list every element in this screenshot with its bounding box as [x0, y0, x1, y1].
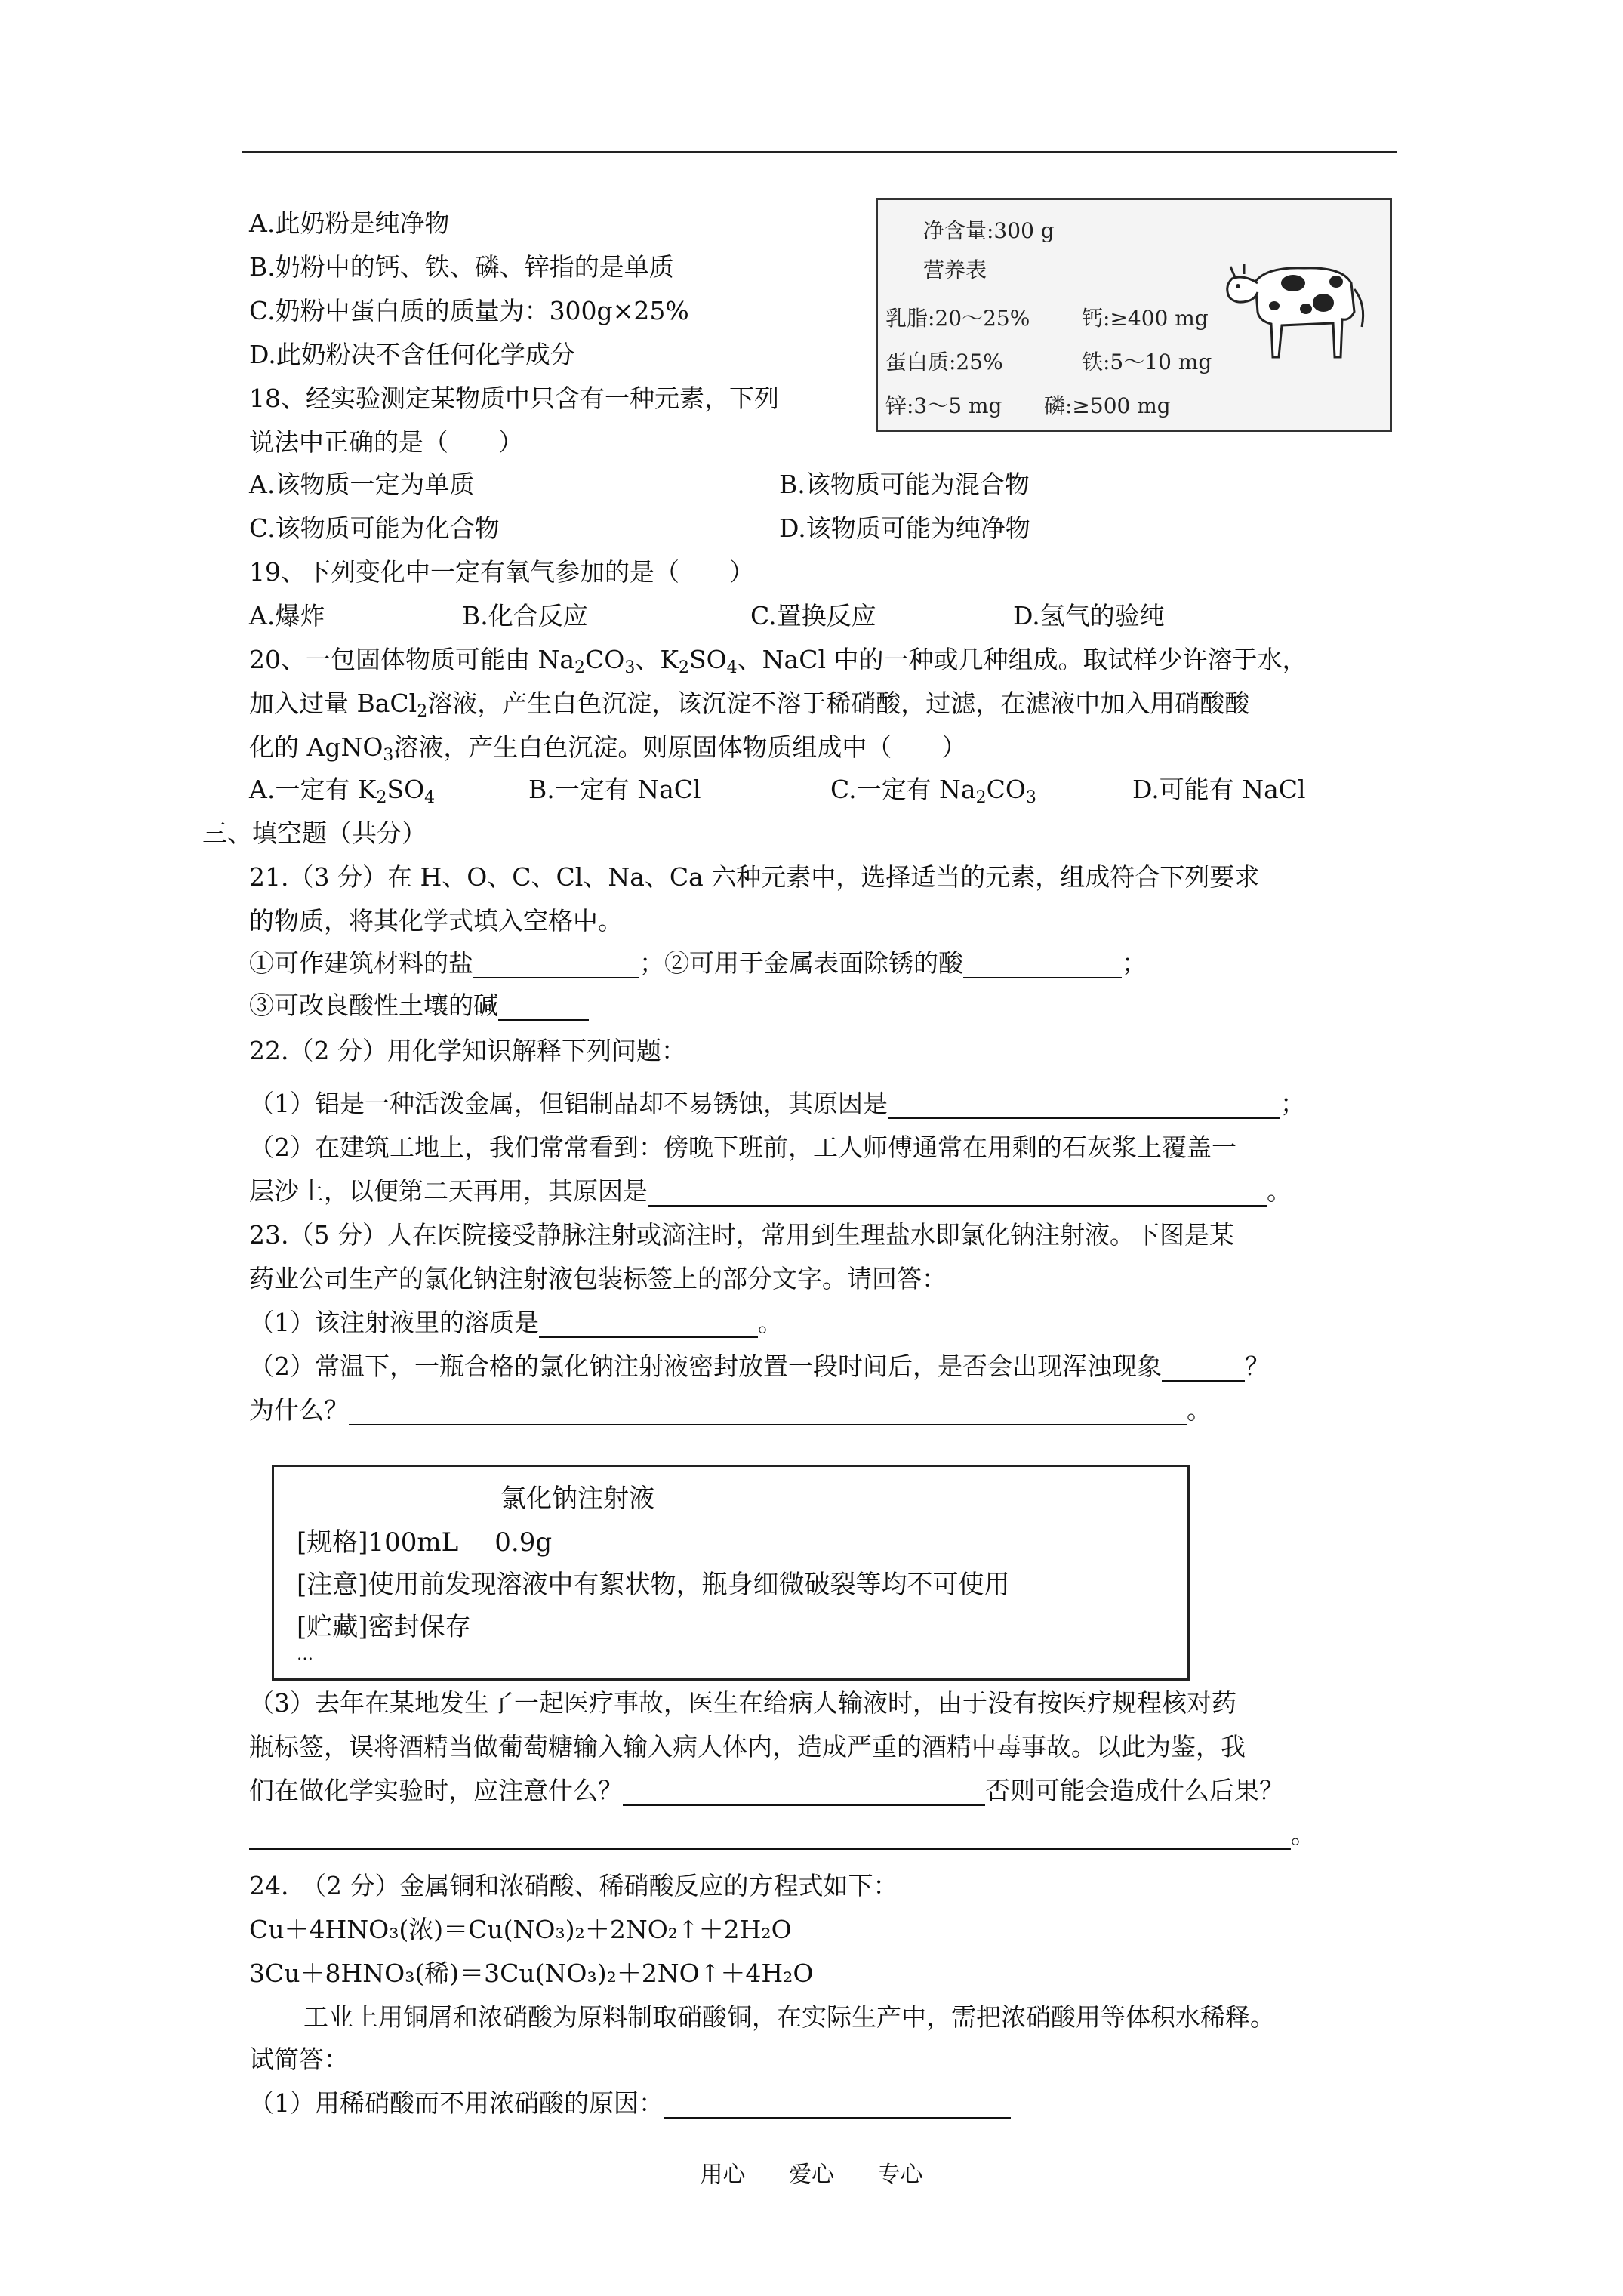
q20-option-a: A.一定有 $K_2SO_4$ [249, 775, 436, 807]
q23-blank-1[interactable] [539, 1312, 758, 1338]
q24-equation-1: Cu＋4HNO₃(浓)＝Cu(NO₃)₂＋2NO₂↑＋2H₂O [249, 1915, 792, 1944]
q22-part1: （1）铝是一种活泼金属，但铝制品却不易锈蚀，其原因是 ； [249, 1089, 1305, 1118]
q17-option-b: B.奶粉中的钙、铁、磷、锌指的是单质 [249, 252, 674, 282]
q24-stem: 24. （2 分）金属铜和浓硝酸、稀硝酸反应的方程式如下： [249, 1871, 898, 1900]
milk-powder-label [876, 198, 1392, 432]
header-rule [242, 151, 1397, 153]
q19-option-c: C.置换反应 [750, 601, 876, 630]
section-3-heading: 三、填空题（共分） [202, 818, 427, 848]
q19-option-b: B.化合反应 [462, 601, 588, 630]
q21-blank-base[interactable] [498, 995, 589, 1021]
q22-blank-2[interactable] [648, 1181, 1267, 1207]
q20-line2: 加入过量 BaCl$_2$溶液，产生白色沉淀，该沉淀不溶于稀硝酸，过滤，在滤液中加入用硝酸酸 [249, 689, 1250, 721]
milk-zinc: 锌:3～5 mg [885, 393, 1002, 418]
q23-blank-5[interactable] [249, 1824, 1291, 1850]
milk-net-content: 净含量:300 g [923, 218, 1055, 243]
q19-stem: 19、下列变化中一定有氧气参加的是（ ） [249, 557, 754, 587]
q18-option-d: D.该物质可能为纯净物 [779, 513, 1030, 543]
q20-option-c: C.一定有 $Na_2CO_3$ [830, 775, 1036, 807]
q21-blank-acid[interactable] [963, 953, 1122, 978]
q23-blank-2[interactable] [1162, 1356, 1245, 1382]
q21-blank-salt[interactable] [473, 953, 639, 978]
cow-illustration [1221, 236, 1372, 368]
q23-part3-line4: 。 [249, 1820, 1316, 1850]
q24-blank-1[interactable] [664, 2093, 1011, 2119]
q17-option-d: D.此奶粉决不含任何化学成分 [249, 340, 575, 369]
milk-fat: 乳脂:20～25% [885, 306, 1030, 331]
q18-stem-line2: 说法中正确的是（ ） [249, 427, 523, 457]
footer-word-3: 专心 [877, 2162, 923, 2188]
q23-line2: 药业公司生产的氯化钠注射液包装标签上的部分文字。请回答： [249, 1264, 947, 1293]
injection-spec: [规格]100mL 0.9g [297, 1527, 553, 1558]
q21-line2: 的物质，将其化学式填入空格中。 [249, 906, 623, 935]
q17-option-c: C.奶粉中蛋白质的质量为：300g×25% [249, 296, 689, 325]
injection-caution: [注意]使用前发现溶液中有絮状物，瓶身细微破裂等均不可使用 [297, 1570, 1010, 1600]
q20-option-d: D.可能有 NaCl [1132, 775, 1306, 804]
q21-line3: ①可作建筑材料的盐 ；②可用于金属表面除锈的酸 ； [249, 948, 1147, 978]
milk-calcium: 钙:≥400 mg [1082, 306, 1209, 331]
milk-phosphorus: 磷:≥500 mg [1044, 393, 1171, 418]
q21-line1: 21.（3 分）在 H、O、C、Cl、Na、Ca 六种元素中，选择适当的元素，组成符合下列要求 [249, 862, 1260, 892]
q24-line1: 工业上用铜屑和浓硝酸为原料制取硝酸铜，在实际生产中，需把浓硝酸用等体积水稀释。 [303, 2002, 1275, 2032]
milk-table-title: 营养表 [923, 257, 987, 282]
footer-word-1: 用心 [700, 2162, 746, 2188]
q18-stem-line1: 18、经实验测定某物质中只含有一种元素，下列 [249, 384, 779, 413]
milk-iron: 铁:5～10 mg [1082, 350, 1212, 374]
q17-option-a: A.此奶粉是纯净物 [249, 208, 450, 238]
q18-option-b: B.该物质可能为混合物 [779, 470, 1030, 499]
q23-line1: 23.（5 分）人在医院接受静脉注射或滴注时，常用到生理盐水即氯化钠注射液。下图是某 [249, 1220, 1234, 1250]
q24-part1: （1）用稀硝酸而不用浓硝酸的原因： [249, 2088, 1011, 2119]
q22-part2-line1: （2）在建筑工地上，我们常常看到：傍晚下班前，工人师傅通常在用剩的石灰浆上覆盖一 [249, 1133, 1236, 1162]
q20-line3: 化的 AgNO$_3$溶液，产生白色沉淀。则原固体物质组成中（ ） [249, 732, 967, 765]
q18-option-a: A.该物质一定为单质 [249, 470, 475, 499]
footer-word-2: 爱心 [789, 2162, 834, 2188]
q18-option-c: C.该物质可能为化合物 [249, 513, 500, 543]
q23-part3-line2: 瓶标签，误将酒精当做葡萄糖输入输入病人体内，造成严重的酒精中毒事故。以此为鉴，我 [249, 1732, 1246, 1761]
injection-label-box [272, 1465, 1190, 1681]
q19-option-d: D.氢气的验纯 [1013, 601, 1165, 630]
q23-part3-line3: 们在做化学实验时，应注意什么？ 否则可能会造成什么后果？ [249, 1776, 1284, 1805]
q21-line4: ③可改良酸性土壤的碱 [249, 991, 589, 1021]
q22-part2-line2: 层沙土，以便第二天再用，其原因是 。 [249, 1176, 1292, 1206]
q23-blank-4[interactable] [623, 1780, 985, 1806]
q23-part2-line1: （2）常温下，一瓶合格的氯化钠注射液密封放置一段时间后，是否会出现浑浊现象 ？ [249, 1351, 1270, 1381]
q23-part3-line1: （3）去年在某地发生了一起医疗事故，医生在给病人输液时，由于没有按医疗规程核对药 [249, 1688, 1236, 1718]
q22-stem: 22.（2 分）用化学知识解释下列问题： [249, 1036, 686, 1065]
milk-protein: 蛋白质:25% [885, 350, 1003, 374]
injection-ellipsis: … [297, 1645, 313, 1664]
q20-option-b: B.一定有 NaCl [528, 775, 701, 804]
q19-option-a: A.爆炸 [249, 601, 325, 630]
q24-equation-2: 3Cu＋8HNO₃(稀)＝3Cu(NO₃)₂＋2NO↑＋4H₂O [249, 1959, 814, 1988]
injection-storage: [贮藏]密封保存 [297, 1612, 471, 1642]
q20-line1: 20、一包固体物质可能由 $Na_2CO_3$、$K_2SO_4$、NaCl 中的一种或几种组成。取试样少许溶于水， [249, 645, 1307, 677]
q23-part2-line2: 为什么？ 。 [249, 1395, 1212, 1425]
injection-label-title: 氯化钠注射液 [500, 1484, 654, 1514]
q22-blank-1[interactable] [888, 1093, 1280, 1119]
page-footer [0, 2156, 1623, 2189]
q24-line2: 试简答： [249, 2045, 349, 2074]
q23-part1: （1）该注射液里的溶质是 。 [249, 1308, 783, 1337]
q23-blank-3[interactable] [349, 1400, 1187, 1425]
